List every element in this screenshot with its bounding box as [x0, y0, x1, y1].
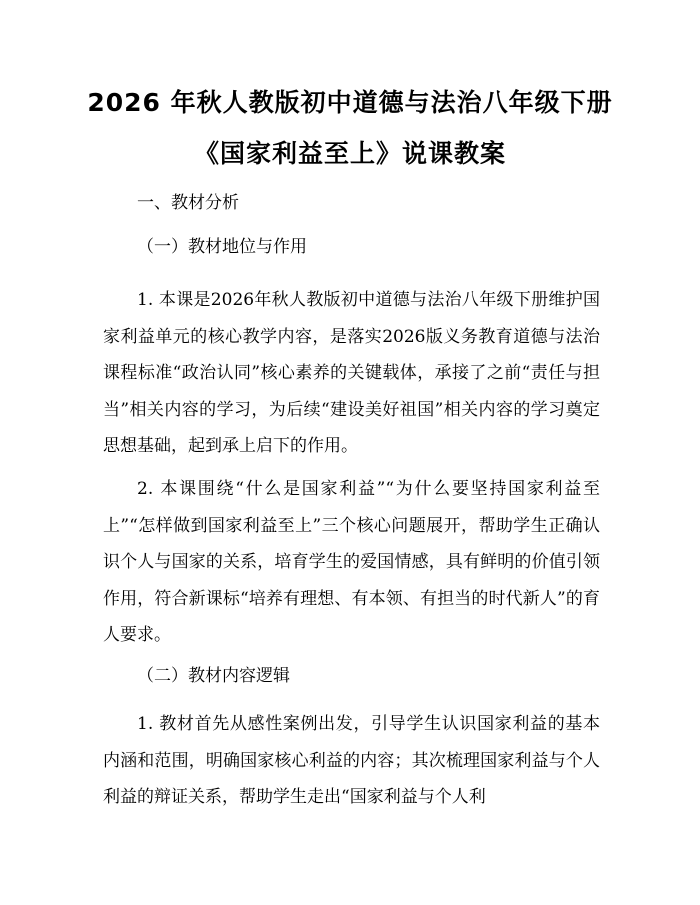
paragraph-3: 1. 教材首先从感性案例出发，引导学生认识国家利益的基本内涵和范围，明确国家核心利益的内容；其次梳理国家利益与个人利益的辩证关系，帮助学生走出“国家利益与个人利	[103, 714, 600, 808]
paragraph-2: 2. 本课围绕“什么是国家利益”“为什么要坚持国家利益至上”“怎样做到国家利益至上”三个核心问题展开，帮助学生正确认识个人与国家的关系，培育学生的爱国情感，具有鲜明的价值引领作用，符合新课标“培养有理想、有本领、有担当的时代新人”的育人要求。	[103, 479, 600, 646]
section-heading-textbook-analysis: 一、教材分析	[137, 193, 239, 213]
document-title-line-2: 《国家利益至上》说课教案	[193, 139, 506, 168]
subsection-heading-content-logic: （二）教材内容逻辑	[137, 666, 290, 686]
subsection-heading-position-and-role: （一）教材地位与作用	[137, 237, 307, 257]
document-title-line-1: 2026 年秋人教版初中道德与法治八年级下册	[87, 88, 613, 117]
paragraph-1: 1. 本课是2026年秋人教版初中道德与法治八年级下册维护国家利益单元的核心教学内容，是落实2026版义务教育道德与法治课程标准“政治认同”核心素养的关键载体，承接了之前“责任与担当”相关内容的学习，为后续“建设美好祖国”相关内容的学习奠定思想基础，起到承上启下的作用。	[103, 290, 600, 457]
